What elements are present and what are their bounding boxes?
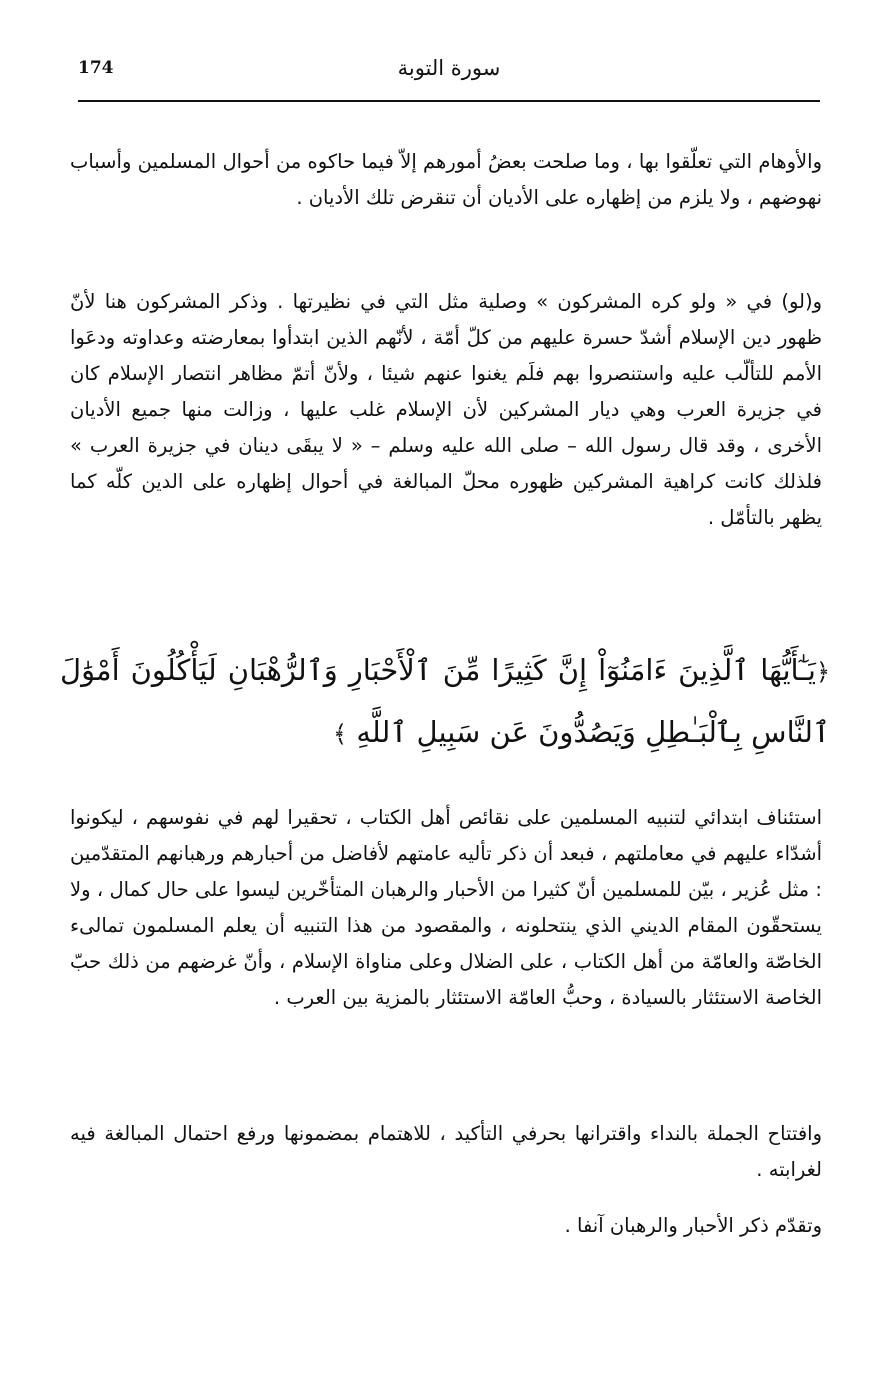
verse-text: يَـٰٓأَيُّهَا ٱلَّذِينَ ءَامَنُوٓاْ إِنَّ كَثِيرًا مِّنَ ٱلْأَحْبَارِ وَٱلرُّهْبَانِ لَيَأْكُلُونَ أَمْوَٰلَ ٱلنَّاسِ بِٱلْبَـٰطِلِ وَيَصُدُّونَ عَن سَبِيلِ ٱللَّهِ bbox=[60, 653, 830, 749]
paragraph-commentary-taqaddum: وتقدّم ذكر الأحبار والرهبان آنفا . bbox=[564, 1214, 822, 1237]
running-title: سورة التوبة bbox=[397, 56, 501, 80]
paragraph-commentary-law: و(لو) في « ولو كره المشركون » وصلية مثل التي في نظيرتها . وذكر المشركون هنا لأنّ ظهور دين الإسلام أشدّ حسرة عليهم من كلّ أمّة ، لأنّهم الذين ابتدأوا بمعارضته وعداوته ودعَوا الأمم للتألّب عليه واستنصروا بهم فلَم يغنوا عنهم شيئا ، ولأنّ أتمّ مظاهر انتصار الإسلام كان في جزيرة العرب وهي ديار المشركين لأن الإسلام غلب عليها ، وزالت منها جميع الأديان الأخرى ، وقد قال رسول الله – صلى الله عليه وسلم – « لا يبقَى دينان في جزيرة العرب » فلذلك كانت كراهية المشركين ظهوره محلّ المبالغة في أحوال إظهاره على الدين كلّه كما يظهر بالتأمّل . bbox=[70, 290, 822, 529]
verse-close-bracket: ﴾ bbox=[333, 720, 348, 748]
header-divider bbox=[78, 100, 820, 102]
verse-open-bracket: ﴿ bbox=[815, 658, 830, 686]
paragraph-continuation: والأوهام التي تعلّقوا بها ، وما صلحت بعضُ أمورهم إلاّ فيما حاكوه من أحوال المسلمين وأسباب نهوضهم ، ولا يلزم من إظهاره على الأديان أن تنقرض تلك الأديان . bbox=[70, 150, 822, 209]
paragraph-commentary-istinaf: استئناف ابتدائي لتنبيه المسلمين على نقائص أهل الكتاب ، تحقيرا لهم في نفوسهم ، ليكونوا أشدّاء عليهم في معاملتهم ، فبعد أن ذكر تأليه عامتهم لأفاضل من أحبارهم ورهبانهم المتقدّمين : مثل عُزير ، بيّن للمسلمين أنّ كثيرا من الأحبار والرهبان المتأخّرين ليسوا على حال كمال ، ولا يستحقّون المقام الديني الذي ينتحلونه ، والمقصود من هذا التنبيه أن يعلم المسلمون تمالىء الخاصّة والعامّة من أهل الكتاب ، على الضلال وعلى مناواة الإسلام ، وأنّ غرضهم من ذلك حبّ الخاصة الاستئثار بالسيادة ، وحبُّ العامّة الاستئثار بالمزية بين العرب . bbox=[70, 806, 822, 1009]
quran-verse bbox=[60, 640, 830, 764]
page-number: 174 bbox=[78, 58, 114, 78]
page-header bbox=[78, 56, 820, 96]
paragraph-commentary-iftitah: وافتتاح الجملة بالنداء واقترانها بحرفي التأكيد ، للاهتمام بمضمونها ورفع احتمال المبالغة فيه لغرابته . bbox=[70, 1122, 822, 1181]
